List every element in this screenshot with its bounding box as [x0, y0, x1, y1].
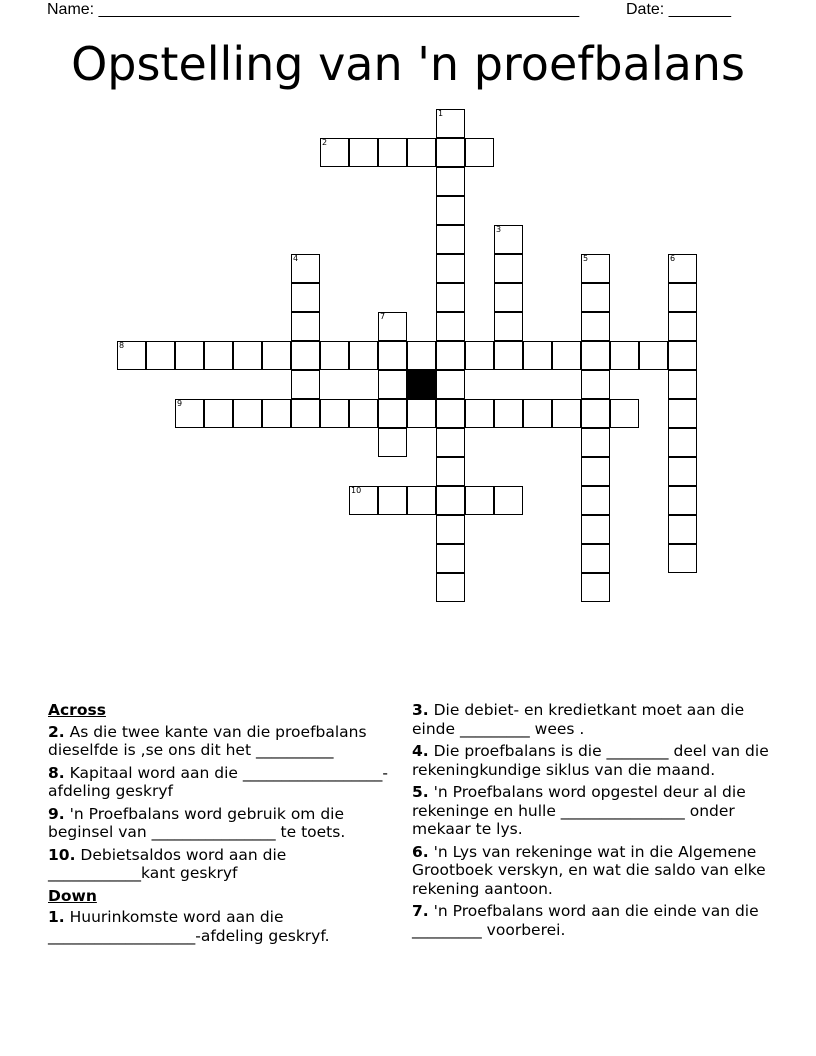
crossword-cell[interactable] [378, 486, 407, 515]
crossword-cell[interactable] [436, 196, 465, 225]
crossword-cell[interactable] [320, 341, 349, 370]
crossword-cell[interactable] [581, 283, 610, 312]
clue-down-7 [412, 902, 772, 939]
crossword-cell[interactable] [436, 312, 465, 341]
clue-down-1 [48, 908, 398, 945]
crossword-cell[interactable] [494, 283, 523, 312]
clue-number-label: 5 [583, 254, 589, 263]
crossword-cell[interactable] [436, 109, 465, 138]
crossword-cell[interactable] [668, 283, 697, 312]
crossword-cell[interactable] [378, 138, 407, 167]
crossword-cell[interactable] [436, 283, 465, 312]
crossword-cell[interactable] [233, 341, 262, 370]
crossword-cell[interactable] [494, 399, 523, 428]
crossword-cell[interactable] [378, 341, 407, 370]
name-field-label[interactable]: Name: ______________________________________________________ [47, 1, 580, 18]
down-heading: Down [48, 886, 97, 905]
crossword-cell[interactable] [262, 399, 291, 428]
crossword-cell[interactable] [378, 312, 407, 341]
crossword-cell[interactable] [668, 544, 697, 573]
crossword-cell[interactable] [436, 167, 465, 196]
clue-number: 2. [48, 722, 65, 741]
crossword-cell[interactable] [436, 457, 465, 486]
crossword-cell[interactable] [581, 515, 610, 544]
crossword-cell[interactable] [523, 399, 552, 428]
crossword-cell[interactable] [494, 312, 523, 341]
clue-number-label: 3 [496, 225, 502, 234]
crossword-cell[interactable] [378, 399, 407, 428]
crossword-cell[interactable] [581, 457, 610, 486]
clue-text: Huurinkomste word aan die ___________________-afdeling geskryf. [48, 908, 330, 945]
crossword-cell[interactable] [668, 486, 697, 515]
clue-down-4 [412, 742, 772, 779]
date-field-label[interactable]: Date: _______ [626, 1, 731, 18]
clue-text: 'n Proefbalans word gebruik om die beginsel van ________________ te toets. [48, 804, 346, 841]
crossword-cell[interactable] [436, 573, 465, 602]
crossword-cell[interactable] [552, 399, 581, 428]
clue-number-label: 8 [119, 341, 125, 350]
clue-down-3 [412, 701, 772, 738]
clue-down-6 [412, 843, 772, 899]
crossword-cell[interactable] [320, 399, 349, 428]
crossword-cell[interactable] [581, 544, 610, 573]
clue-text: As die twee kante van die proefbalans dieselfde is ,se ons dit het __________ [48, 722, 367, 759]
crossword-cell[interactable] [581, 486, 610, 515]
clue-number-label: 6 [670, 254, 676, 263]
crossword-cell[interactable] [494, 486, 523, 515]
clue-number: 1. [48, 908, 65, 926]
crossword-cell[interactable] [436, 341, 465, 370]
clue-number: 4. [412, 742, 429, 760]
clue-text: Die proefbalans is die ________ deel van die rekeningkundige siklus van die maand. [412, 742, 769, 779]
clue-number: 9. [48, 804, 65, 823]
crossword-cell[interactable] [668, 341, 697, 370]
crossword-cell[interactable] [465, 486, 494, 515]
clue-number: 7. [412, 902, 429, 920]
clue-number-label: 9 [177, 399, 183, 408]
crossword-cell[interactable] [262, 341, 291, 370]
crossword-cell[interactable] [204, 399, 233, 428]
crossword-cell[interactable] [349, 138, 378, 167]
crossword-cell[interactable] [581, 399, 610, 428]
crossword-cell[interactable] [581, 428, 610, 457]
clues-left-column [48, 701, 398, 949]
crossword-cell[interactable] [349, 399, 378, 428]
crossword-cell[interactable] [349, 486, 378, 515]
crossword-cell[interactable] [291, 312, 320, 341]
crossword-cell[interactable] [494, 254, 523, 283]
crossword-cell[interactable] [407, 341, 436, 370]
clue-number: 10. [48, 845, 76, 864]
crossword-cell[interactable] [204, 341, 233, 370]
clue-number: 3. [412, 701, 429, 719]
clue-text: 'n Proefbalans word aan die einde van die _________ voorberei. [412, 902, 759, 939]
crossword-cell[interactable] [436, 225, 465, 254]
clue-text: Kapitaal word aan die __________________-afdeling geskryf [48, 763, 388, 800]
clue-across-10 [48, 846, 398, 883]
crossword-cell[interactable] [436, 370, 465, 399]
clue-number-label: 2 [322, 138, 328, 147]
crossword-cell[interactable] [494, 225, 523, 254]
crossword-cell[interactable] [668, 399, 697, 428]
clue-text: 'n Lys van rekeninge wat in die Algemene Grootboek verskyn, en wat die saldo van elke rekening aantoon. [412, 842, 766, 898]
clue-number-label: 10 [351, 486, 362, 495]
clue-text: Debietsaldos word aan die ____________kant geskryf [48, 845, 287, 882]
crossword-cell[interactable] [291, 399, 320, 428]
crossword-cell[interactable] [581, 254, 610, 283]
crossword-cell[interactable] [668, 515, 697, 544]
crossword-cell[interactable] [465, 138, 494, 167]
crossword-cell[interactable] [175, 399, 204, 428]
clues-right-column [412, 701, 772, 943]
crossword-cell[interactable] [668, 370, 697, 399]
clue-across-9 [48, 805, 398, 842]
clue-number-label: 1 [438, 109, 444, 118]
crossword-cell[interactable] [465, 399, 494, 428]
crossword-cell[interactable] [436, 254, 465, 283]
crossword-cell[interactable] [146, 341, 175, 370]
crossword-cell[interactable] [233, 399, 262, 428]
crossword-cell[interactable] [639, 341, 668, 370]
crossword-cell[interactable] [175, 341, 204, 370]
clue-across-2 [48, 723, 398, 760]
crossword-cell[interactable] [581, 370, 610, 399]
crossword-cell[interactable] [523, 341, 552, 370]
crossword-cell[interactable] [610, 399, 639, 428]
clue-down-5 [412, 783, 772, 839]
clue-across-8 [48, 764, 398, 801]
page-title: Opstelling van 'n proefbalans [71, 37, 745, 91]
crossword-cell[interactable] [494, 341, 523, 370]
clue-text: Die debiet- en kredietkant moet aan die einde _________ wees . [412, 701, 745, 738]
clue-text: 'n Proefbalans word opgestel deur al die rekeninge en hulle ________________ onder mekaar te lys. [412, 783, 746, 838]
crossword-cell[interactable] [117, 341, 146, 370]
clue-number: 5. [412, 783, 429, 801]
crossword-cell[interactable] [320, 138, 349, 167]
crossword-cell[interactable] [465, 341, 494, 370]
crossword-cell[interactable] [436, 515, 465, 544]
crossword-black-cell [407, 370, 436, 399]
clue-number-label: 7 [380, 312, 386, 321]
crossword-cell[interactable] [668, 254, 697, 283]
crossword-cell[interactable] [668, 428, 697, 457]
crossword-cell[interactable] [407, 399, 436, 428]
across-heading: Across [48, 701, 106, 719]
clue-number: 6. [412, 842, 429, 861]
crossword-cell[interactable] [552, 341, 581, 370]
crossword-cell[interactable] [436, 399, 465, 428]
crossword-cell[interactable] [436, 544, 465, 573]
crossword-cell[interactable] [668, 457, 697, 486]
crossword-cell[interactable] [407, 486, 436, 515]
crossword-cell[interactable] [436, 138, 465, 167]
crossword-cell[interactable] [581, 341, 610, 370]
crossword-cell[interactable] [668, 312, 697, 341]
clue-number: 8. [48, 763, 65, 782]
crossword-cell[interactable] [378, 428, 407, 457]
crossword-cell[interactable] [436, 486, 465, 515]
crossword-cell[interactable] [291, 283, 320, 312]
crossword-cell[interactable] [581, 312, 610, 341]
crossword-cell[interactable] [581, 573, 610, 602]
crossword-cell[interactable] [407, 138, 436, 167]
clue-number-label: 4 [293, 254, 299, 263]
crossword-cell[interactable] [291, 370, 320, 399]
crossword-cell[interactable] [378, 370, 407, 399]
crossword-cell[interactable] [349, 341, 378, 370]
crossword-cell[interactable] [291, 341, 320, 370]
crossword-cell[interactable] [610, 341, 639, 370]
crossword-cell[interactable] [291, 254, 320, 283]
crossword-cell[interactable] [436, 428, 465, 457]
